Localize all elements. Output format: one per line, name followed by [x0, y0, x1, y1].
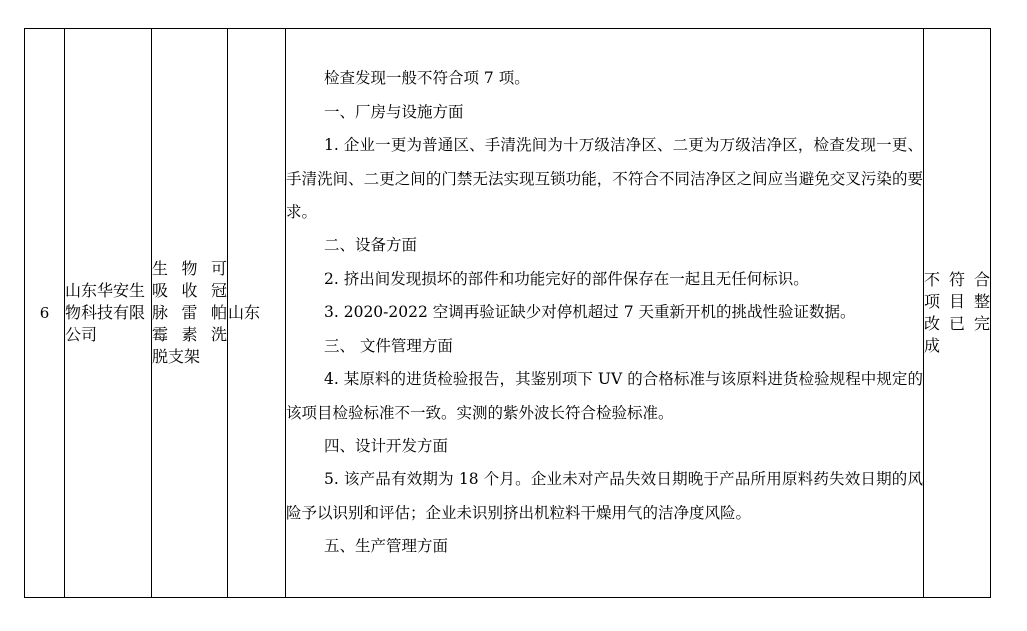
finding-item-2: 2. 挤出间发现损坏的部件和功能完好的部件保存在一起且无任何标识。 [324, 269, 809, 288]
section-heading-facilities: 一、厂房与设施方面 [324, 102, 464, 121]
product-name-line: 生 物 可 [152, 259, 227, 278]
product-name-line: 脉 雷 帕 [152, 303, 227, 322]
company-name: 山东华安生物科技有限公司 [65, 29, 152, 598]
product-name-line: 吸 收 冠 [152, 281, 227, 300]
product-name-line: 霉 素 洗 [152, 325, 227, 344]
finding-item-5: 5. 该产品有效期为 18 个月。企业未对产品失效日期晚于产品所用原料药失效日期的风险予以识别和评估；企业未识别挤出机粒料干燥用气的洁净度风险。 [286, 470, 923, 522]
finding-item-3: 3. 2020-2022 空调再验证缺少对停机超过 7 天重新开机的挑战性验证数据。 [324, 303, 856, 322]
product-name-line: 脱支架 [152, 347, 201, 366]
table-row [25, 29, 991, 598]
status-line: 项 目 整 [924, 292, 990, 311]
findings-summary: 检查发现一般不符合项 7 项。 [324, 69, 530, 88]
section-heading-design: 四、设计开发方面 [324, 436, 449, 455]
section-heading-equipment: 二、设备方面 [324, 236, 418, 255]
finding-item-1: 1. 企业一更为普通区、手清洗间为十万级洁净区、二更为万级洁净区，检查发现一更、手清洗间、二更之间的门禁无法实现互锁功能，不符合不同洁净区之间应当避免交叉污染的要求。 [286, 136, 923, 222]
province: 山东 [228, 29, 286, 598]
rectification-status [924, 29, 991, 598]
status-line: 成 [924, 336, 941, 355]
status-line: 改 已 完 [924, 314, 990, 333]
section-heading-production: 五、生产管理方面 [324, 537, 449, 556]
product-name [152, 29, 228, 598]
status-line: 不 符 合 [924, 270, 990, 289]
inspection-findings [286, 29, 924, 598]
section-heading-documents: 三、 文件管理方面 [324, 336, 453, 355]
finding-item-4: 4. 某原料的进货检验报告，其鉴别项下 UV 的合格标准与该原料进货检验规程中规定的该项目检验标准不一致。实测的紫外波长符合检验标准。 [286, 370, 923, 422]
serial-number: 6 [25, 29, 65, 598]
inspection-table [24, 28, 991, 598]
